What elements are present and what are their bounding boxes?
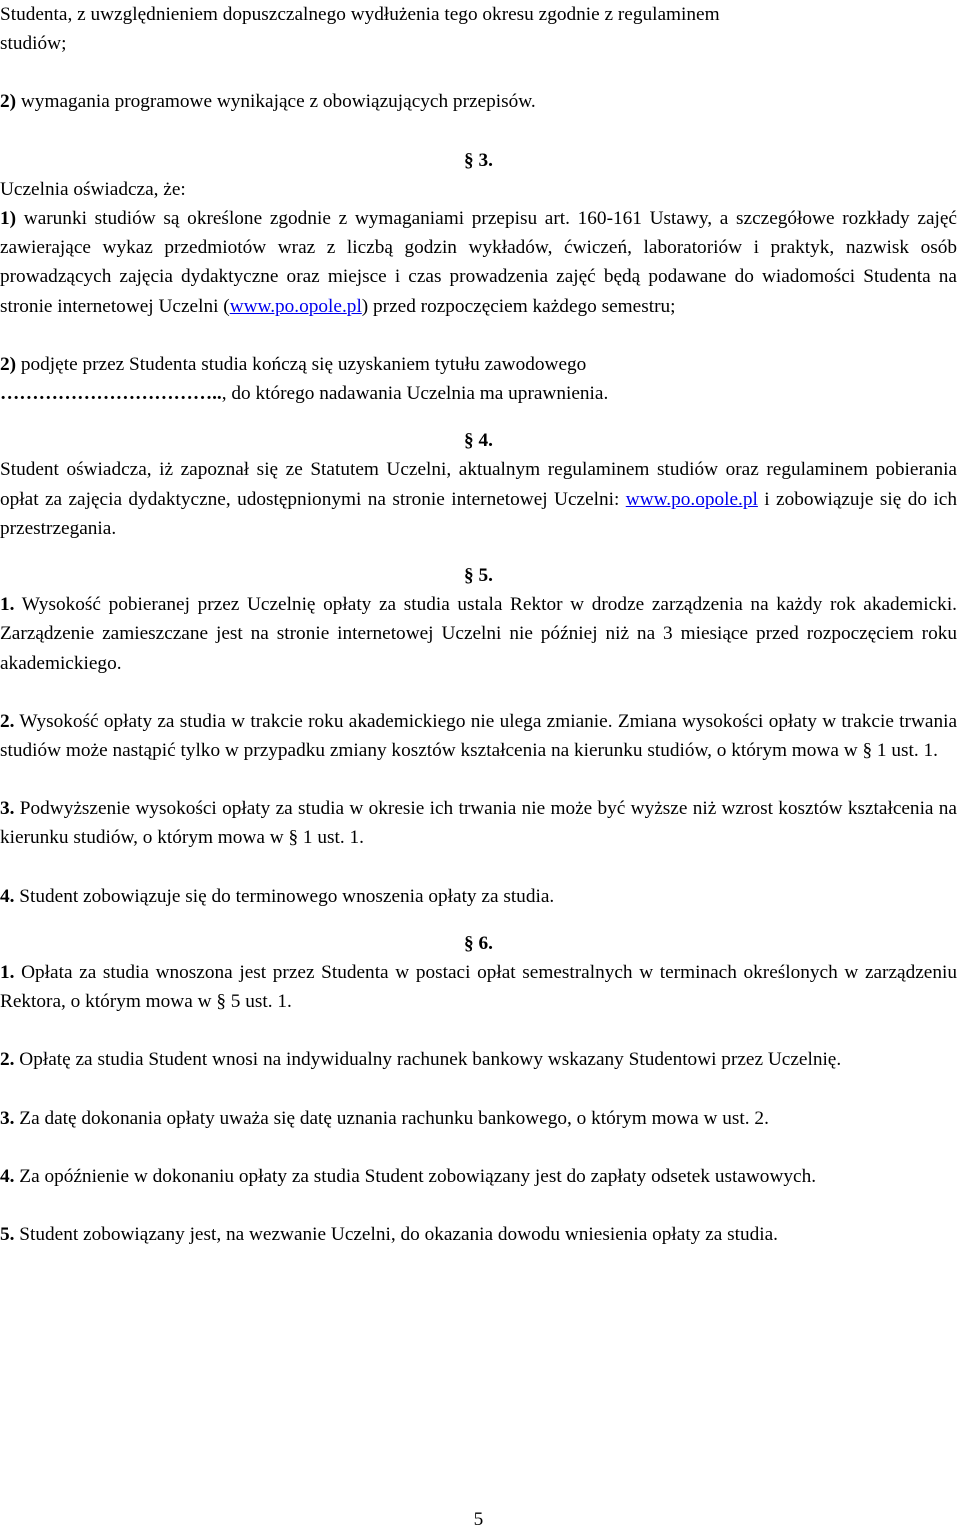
section-6-item <box>0 958 957 1016</box>
item-text: Podwyższenie wysokości opłaty za studia w okresie ich trwania nie może być wyższe niż wzrost kosztów kształcenia na kierunku studiów, o którym mowa w § 1 ust. 1. <box>0 798 957 849</box>
university-website-link[interactable] <box>230 296 362 317</box>
section-text: i zobowiązuje się do ich przestrzegania. <box>0 488 957 539</box>
section-heading-3: § 3. <box>464 149 493 171</box>
link-text: pl <box>346 295 362 317</box>
link-text: www.po.opole. <box>229 295 347 317</box>
section-6-item <box>0 1104 957 1133</box>
section-6-item <box>0 1220 957 1249</box>
carry-over-item-2 <box>0 87 957 116</box>
item-text: Wysokość pobieranej przez Uczelnię opłaty za studia ustala Rektor w drodze zarządzenia na każdy rok akademicki. Zarządzenie zamieszczane jest na stronie internetowej Uczelni nie później niż na 3 miesiące przed rozpoczęciem roku akademickiego. <box>0 594 957 674</box>
section-5-item <box>0 794 957 852</box>
item-number: 2. <box>0 710 15 732</box>
item-number: 4. <box>0 1165 15 1187</box>
section-4-text <box>0 455 957 543</box>
page-number: 5 <box>473 1509 484 1530</box>
item-number: 1) <box>0 208 17 230</box>
item-number: 3. <box>0 798 15 820</box>
section-5-item <box>0 590 957 678</box>
item-number: 2) <box>0 353 17 375</box>
carry-over-text: Studenta, z uwzględnieniem dopuszczalnego wydłużenia tego okresu zgodnie z regulaminem <box>0 4 720 25</box>
item-text: podjęte przez Studenta studia kończą się uzyskaniem tytułu zawodowego <box>16 353 587 375</box>
item-text: wymagania programowe wynikające z obowiązujących przepisów. <box>16 91 536 113</box>
item-number: 3. <box>0 1107 15 1129</box>
section-3-point-2-cont <box>0 379 957 408</box>
carry-over-line <box>0 29 957 58</box>
item-number: 2. <box>0 1049 15 1071</box>
carry-over-text: studiów; <box>0 33 67 55</box>
item-number: 1. <box>0 962 15 984</box>
item-number: 1. <box>0 594 15 616</box>
section-3-point-1 <box>0 204 957 321</box>
item-text: Za datę dokonania opłaty uważa się datę uznania rachunku bankowego, o którym mowa w ust. 2. <box>14 1107 769 1129</box>
section-3-point-2 <box>0 350 957 379</box>
item-text: Wysokość opłaty za studia w trakcie roku akademickiego nie ulega zmianie. Zmiana wysokości opłaty w trakcie trwania studiów może nastąpić tylko w przypadku zmiany kosztów kształcenia na kierunku studiów, o którym mowa w § 1 ust. 1. <box>0 710 957 762</box>
carry-over-line <box>0 0 957 29</box>
university-website-link[interactable]: www.po.opole.pl <box>625 488 758 510</box>
item-text: Opłatę za studia Student wnosi na indywidualny rachunek bankowy wskazany Studentowi przez Uczelnię. <box>14 1049 842 1071</box>
section-heading-4: § 4. <box>464 430 493 452</box>
item-number: 4. <box>0 885 15 907</box>
item-number: 5. <box>0 1224 15 1246</box>
section-6-item <box>0 1162 957 1191</box>
item-text: ) przed rozpoczęciem każdego semestru; <box>361 295 676 317</box>
item-text: warunki studiów są określone zgodnie z wymaganiami przepisu art. 160-161 Ustawy, a szczegółowe rozkłady zajęć zawierające wykaz przedmiotów wraz z liczbą godzin wykładów, ćwiczeń, laboratoriów i praktyk, nazwisk osób prowadzących zajęcia dydaktyczne oraz miejsce i czas prowadzenia zajęć będą podawane do wiadomości Studenta na stronie internetowej Uczelni ( <box>0 208 957 317</box>
section-text: Student oświadcza, iż zapoznał się ze Statutem Uczelni, aktualnym regulaminem studiów oraz regulaminem pobierania opłat za zajęcia dydaktyczne, udostępnionymi na stronie internetowej Uczelni: <box>0 459 957 510</box>
item-text: Student zobowiązany jest, na wezwanie Uczelni, do okazania dowodu wniesienia opłaty za studia. <box>14 1224 778 1246</box>
item-text: Za opóźnienie w dokonaniu opłaty za studia Student zobowiązany jest do zapłaty odsetek ustawowych. <box>14 1165 817 1187</box>
section-5-item <box>0 707 957 765</box>
fill-in-dots: …………………………….. <box>0 383 222 405</box>
section-heading-5: § 5. <box>464 565 493 587</box>
section-5-item <box>0 882 957 911</box>
item-text: Student zobowiązuje się do terminowego wnoszenia opłaty za studia. <box>14 885 555 907</box>
section-3-intro: Uczelnia oświadcza, że: <box>0 178 186 200</box>
section-6-item <box>0 1045 957 1074</box>
item-number: 2) <box>0 91 17 113</box>
item-text: Opłata za studia wnoszona jest przez Studenta w postaci opłat semestralnych w terminach określonych w zarządzeniu Rektora, o którym mowa w § 5 ust. 1. <box>0 962 957 1013</box>
item-text: , do którego nadawania Uczelnia ma uprawnienia. <box>221 383 609 405</box>
section-heading-6: § 6. <box>464 932 493 954</box>
